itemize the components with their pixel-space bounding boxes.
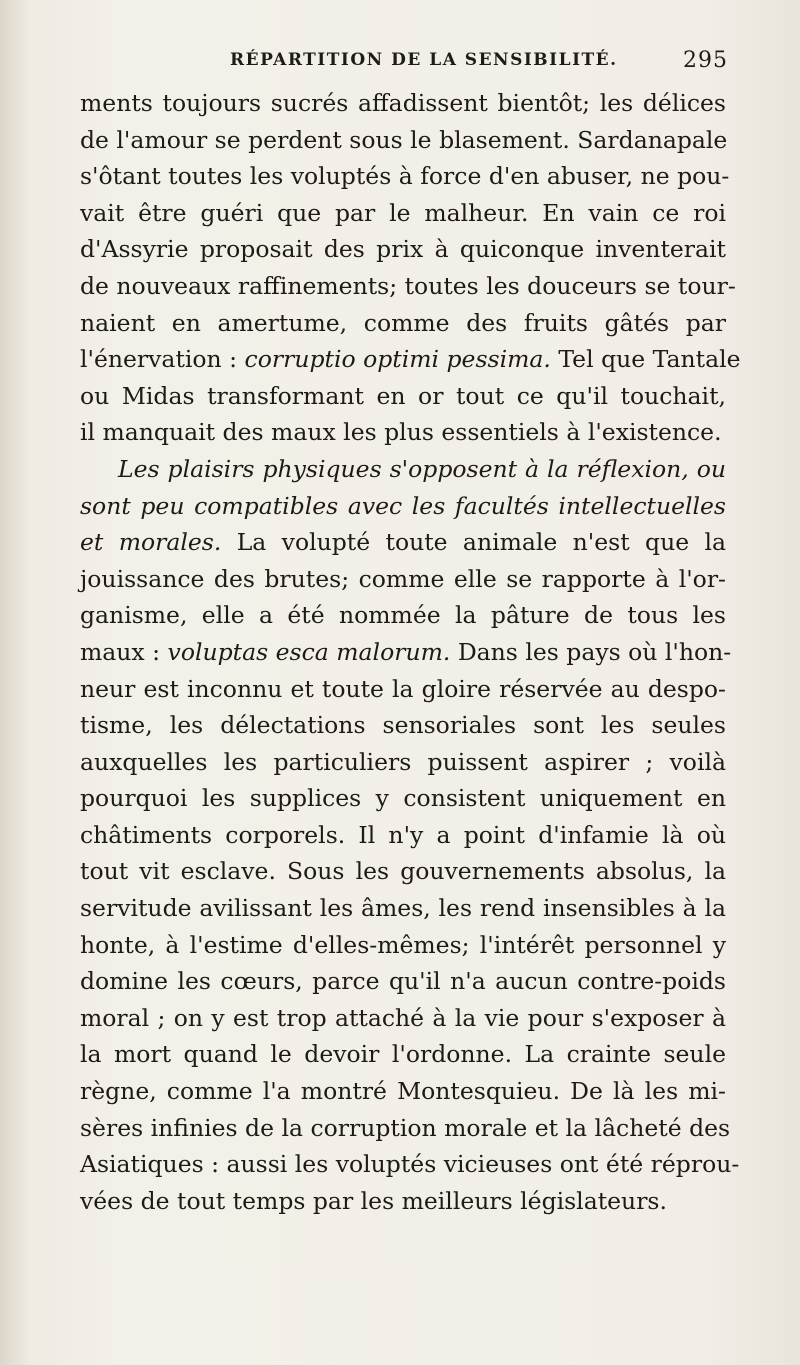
text-segment: il manquait des maux les plus essentiels à l'existence. [80, 418, 722, 447]
text-segment: tout vit esclave. Sous les gouvernements absolus, la [80, 857, 726, 886]
text-segment: neur est inconnu et toute la gloire réservée au despo- [80, 674, 726, 703]
text-segment: moral ; on y est trop attaché à la vie pour s'exposer à [80, 1003, 726, 1032]
text-line [80, 414, 726, 451]
text-segment: ganisme, elle a été nommée la pâture de tous les [80, 601, 726, 630]
text-segment: sères infinies de la corruption morale et la lâcheté des [80, 1113, 731, 1142]
text-line [80, 927, 726, 964]
text-segment: Asiatiques : aussi les voluptés vicieuses ont été réprou- [80, 1150, 740, 1179]
text-segment: Tel que Tantale [550, 345, 741, 374]
text-segment: ou Midas transformant en or tout ce qu'il touchait, [80, 381, 726, 410]
text-line [80, 1036, 726, 1073]
text-segment: pourquoi les supplices y consistent uniquement en [80, 784, 726, 813]
text-segment: honte, à l'estime d'elles-mêmes; l'intérêt personnel y [80, 930, 726, 959]
text-segment: naient en amertume, comme des fruits gâtés par [80, 308, 726, 337]
text-segment: l'énervation : [80, 345, 245, 374]
text-line [80, 817, 726, 854]
text-segment: jouissance des brutes; comme elle se rapporte à l'or- [80, 564, 726, 593]
text-line [80, 561, 726, 598]
text-segment: d'Assyrie proposait des prix à quiconque inventerait [80, 235, 726, 264]
text-line [80, 890, 726, 927]
text-segment: s'ôtant toutes les voluptés à force d'en abuser, ne pou- [80, 162, 730, 191]
running-title: RÉPARTITION DE LA SENSIBILITÉ. [230, 50, 618, 70]
running-header [80, 48, 728, 78]
text-line [80, 707, 726, 744]
text-line [80, 1183, 726, 1220]
text-line [80, 524, 726, 561]
text-line [80, 341, 741, 378]
text-line [80, 451, 726, 488]
text-segment: vait être guéri que par le malheur. En vain ce roi [80, 198, 726, 227]
text-line [80, 158, 730, 195]
text-segment: Dans les pays où l'hon- [450, 637, 732, 666]
text-line [80, 1146, 740, 1183]
text-segment: ments toujours sucrés affadissent bientôt; les délices [80, 89, 726, 117]
text-line [80, 195, 726, 232]
text-line [80, 1073, 726, 1110]
text-segment: tisme, les délectations sensoriales sont les seules [80, 711, 726, 740]
page-number: 295 [683, 48, 728, 73]
text-line [80, 268, 736, 305]
italic-text: et morales. [80, 528, 222, 557]
text-line [80, 853, 726, 890]
text-segment: règne, comme l'a montré Montesquieu. De là les mi- [80, 1077, 726, 1106]
text-line [80, 671, 726, 708]
text-line [80, 488, 726, 525]
text-line [80, 1110, 731, 1147]
italic-text: sont peu compatibles avec les facultés intellectuelles [80, 491, 726, 520]
body-text [80, 85, 741, 1219]
text-segment: la mort quand le devoir l'ordonne. La crainte seule [80, 1040, 726, 1069]
text-line [80, 963, 726, 1000]
text-line [80, 305, 726, 342]
text-segment: servitude avilissant les âmes, les rend insensibles à la [80, 894, 726, 923]
text-segment: de l'amour se perdent sous le blasement. Sardanapale [80, 125, 728, 154]
text-segment: La volupté toute animale n'est que la [221, 528, 726, 557]
text-line [80, 744, 726, 781]
text-line [80, 122, 726, 159]
text-line [80, 780, 726, 817]
text-segment: maux : [80, 637, 168, 666]
text-segment: vées de tout temps par les meilleurs législateurs. [80, 1186, 667, 1215]
italic-text: corruptio optimi pessima. [244, 345, 551, 374]
text-segment: domine les cœurs, parce qu'il n'a aucun contre-poids [80, 967, 726, 996]
text-segment: auxquelles les particuliers puissent aspirer ; voilà [80, 747, 726, 776]
text-line [80, 85, 726, 122]
italic-text: voluptas esca malorum. [167, 637, 451, 666]
text-line [80, 378, 726, 415]
text-line [80, 634, 732, 671]
text-line [80, 231, 726, 268]
italic-text: Les plaisirs physiques s'opposent à la réflexion, ou [118, 454, 726, 483]
text-segment: de nouveaux raffinements; toutes les douceurs se tour- [80, 271, 736, 300]
text-line [80, 1000, 726, 1037]
text-segment: châtiments corporels. Il n'y a point d'infamie là où [80, 820, 726, 849]
text-line [80, 597, 726, 634]
